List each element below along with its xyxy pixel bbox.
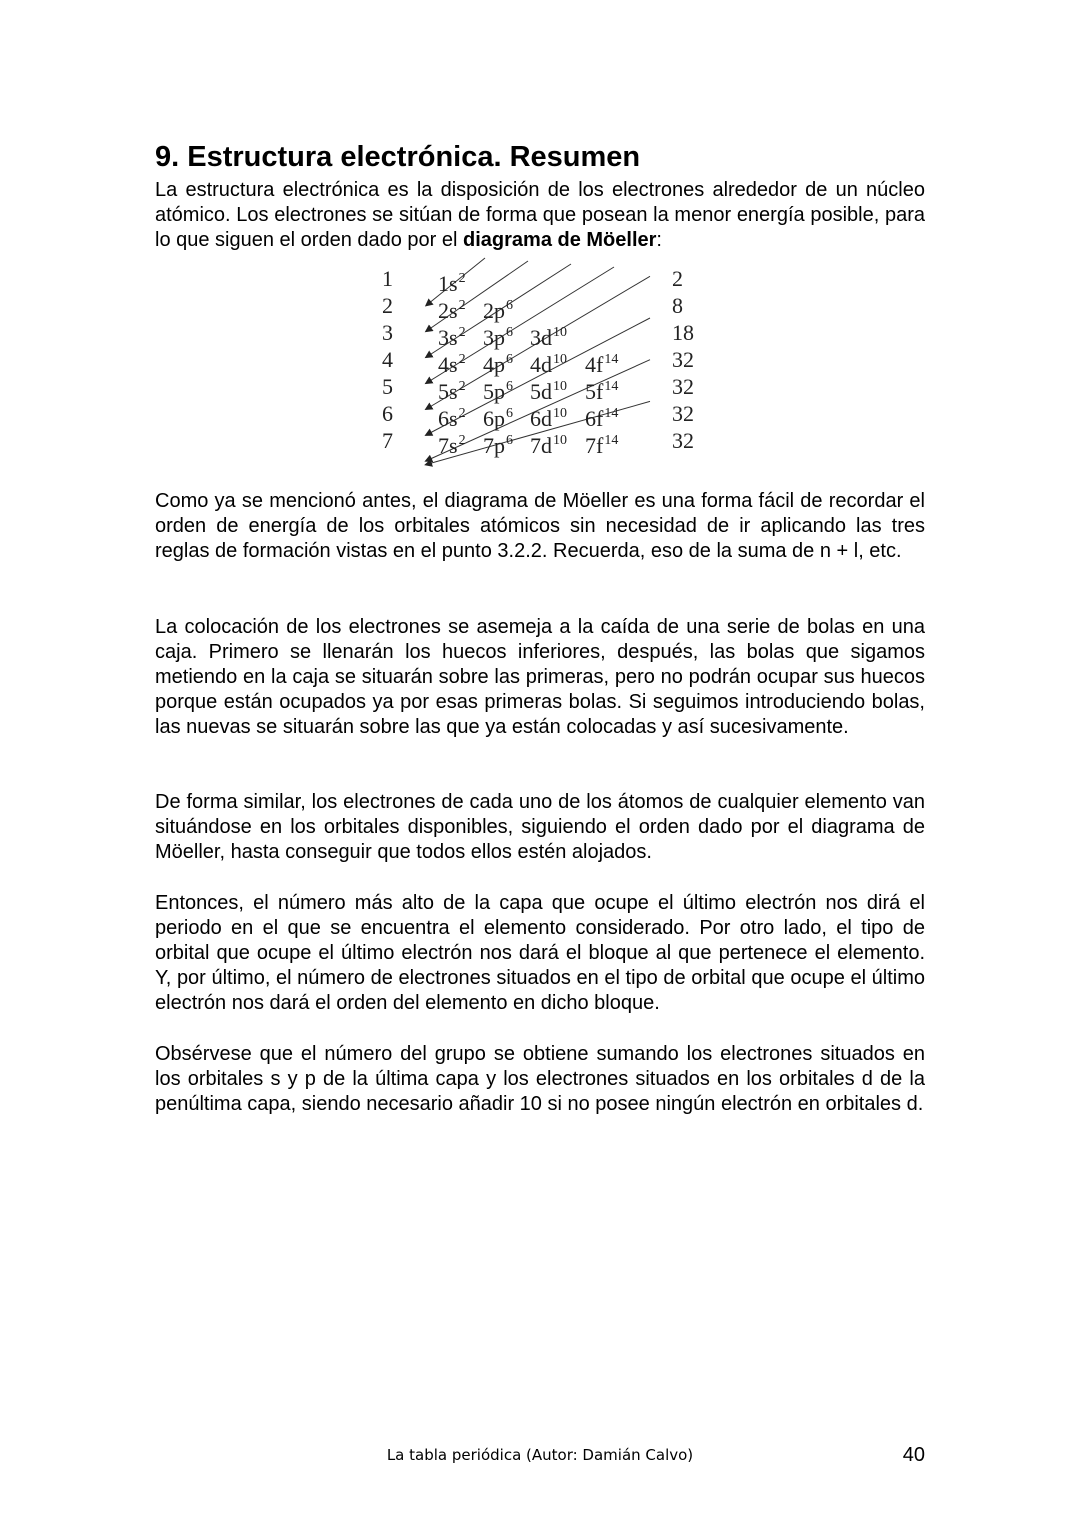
intro-bold-term: diagrama de Möeller xyxy=(463,229,657,251)
orbital-label: $4s^2$ xyxy=(438,352,466,377)
page-number: 40 xyxy=(902,1444,925,1466)
orbital-label: $3s^2$ xyxy=(438,325,466,350)
orbital-label: $6p^6$ xyxy=(483,406,513,431)
level-number: 7 xyxy=(382,428,393,453)
moeller-diagram xyxy=(360,252,720,467)
orbital-label: $7f^{14}$ xyxy=(585,433,619,458)
orbital-label: $6d^{10}$ xyxy=(530,406,567,431)
paragraph: De forma similar, los electrones de cada uno de los átomos de cualquier elemento van situándose en los orbitales disponibles, siguiendo el orden dado por el diagrama de Möeller, hasta conseguir que todos ellos estén alojados. xyxy=(155,791,925,863)
level-capacity: 8 xyxy=(672,293,683,318)
level-number: 4 xyxy=(382,347,393,372)
level-capacity: 2 xyxy=(672,266,683,291)
level-capacity: 32 xyxy=(672,347,694,372)
footer-text: La tabla periódica (Autor: Damián Calvo) xyxy=(386,1446,694,1464)
intro-text: La estructura electrónica es la disposición de los electrones alrededor de un núcleo atómico. Los electrones se sitúan de forma que posean la menor energía posible, para lo que siguen el orden dado por el xyxy=(155,179,925,251)
intro-paragraph xyxy=(155,178,925,253)
orbital-label: $2s^2$ xyxy=(438,298,466,323)
paragraph: La colocación de los electrones se asemeja a la caída de una serie de bolas en una caja. Primero se llenarán los huecos inferiores, después, las bolas que sigamos metiendo en la caja se situarán sobre las primeras, pero no podrán ocupar sus huecos porque están ocupados ya por esas primeras bolas. Si seguimos introduciendo bolas, las nuevas se situarán sobre las que ya están colocadas y así sucesivamente. xyxy=(155,616,925,738)
intro-colon: : xyxy=(656,229,662,251)
level-number: 6 xyxy=(382,401,393,426)
orbital-label: $7p^6$ xyxy=(483,433,513,458)
orbital-label: $2p^6$ xyxy=(483,298,513,323)
orbital-label: $6s^2$ xyxy=(438,406,466,431)
page-title: 9. Estructura electrónica. Resumen xyxy=(155,141,641,173)
orbital-label: $6f^{14}$ xyxy=(585,406,619,431)
orbital-label: $3d^{10}$ xyxy=(530,325,567,350)
level-capacity: 32 xyxy=(672,374,694,399)
orbital-label: $5s^2$ xyxy=(438,379,466,404)
level-number: 3 xyxy=(382,320,393,345)
orbital-label: $5p^6$ xyxy=(483,379,513,404)
orbital-label: $3p^6$ xyxy=(483,325,513,350)
level-number: 1 xyxy=(382,266,393,291)
orbital-label: $7d^{10}$ xyxy=(530,433,567,458)
orbital-label: $5f^{14}$ xyxy=(585,379,619,404)
level-number: 2 xyxy=(382,293,393,318)
level-number: 5 xyxy=(382,374,393,399)
paragraph: Como ya se mencionó antes, el diagrama de Möeller es una forma fácil de recordar el orden de energía de los orbitales atómicos sin necesidad de ir aplicando las tres reglas de formación vistas en el punto 3.2.2. Recuerda, eso de la suma de n + l, etc. xyxy=(155,490,925,562)
orbital-label: $5d^{10}$ xyxy=(530,379,567,404)
paragraph: Entonces, el número más alto de la capa que ocupe el último electrón nos dirá el periodo en el que se encuentra el elemento considerado. Por otro lado, el tipo de orbital que ocupe el último electrón nos dará el bloque al que pertenece el elemento. Y, por último, el número de electrones situados en el tipo de orbital que ocupe el último electrón nos dará el orden del elemento en dicho bloque. xyxy=(155,892,925,1014)
orbital-label: $4d^{10}$ xyxy=(530,352,567,377)
paragraph: Obsérvese que el número del grupo se obtiene sumando los electrones situados en los orbitales s y p de la última capa y los electrones situados en los orbitales d de la penúltima capa, siendo necesario añadir 10 si no posee ningún electrón en orbitales d. xyxy=(155,1043,925,1115)
orbital-label: $7s^2$ xyxy=(438,433,466,458)
level-capacity: 18 xyxy=(672,320,694,345)
level-capacity: 32 xyxy=(672,428,694,453)
level-capacity: 32 xyxy=(672,401,694,426)
orbital-label: $4f^{14}$ xyxy=(585,352,619,377)
orbital-label: $1s^2$ xyxy=(438,271,466,296)
orbital-label: $4p^6$ xyxy=(483,352,513,377)
